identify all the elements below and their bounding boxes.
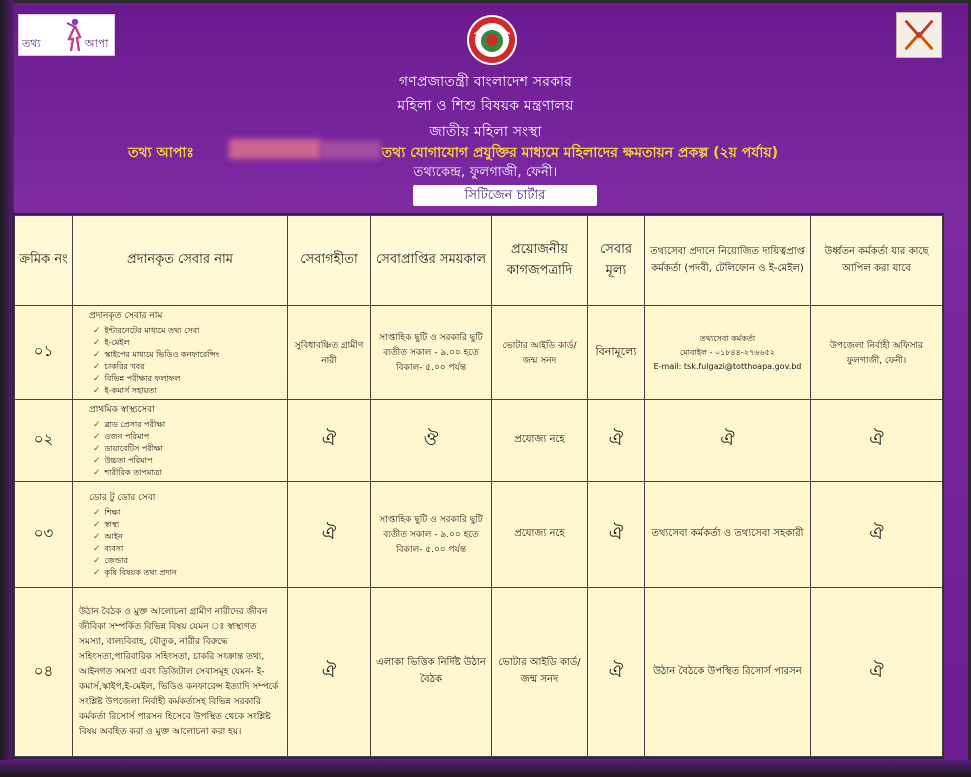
check-icon: ✓ [93,374,101,384]
check-icon: ✓ [93,468,101,478]
check-icon: ✓ [93,420,101,430]
row-officer: ঐ [645,400,811,482]
project-name: তথ্য যোগাযোগ প্রযুক্তির মাধ্যমে মহিলাদের ক্ষমতায়ন প্রকল্প (২য় পর্যায়) [381,145,779,161]
table-row [15,400,943,482]
service-item: ✓ স্বাস্থ্য [93,520,120,530]
row-appeal: ঐ [811,400,943,482]
row-recipient: ঐ [288,482,371,588]
row-duration: সাপ্তাহিক ছুটি ও সরকারি ছুটি ব্যতীত সকাল - ৯.০০ হতে বিকাল- ৫.০০ পর্যন্ত [371,306,492,400]
check-icon: ✓ [93,386,101,396]
table-row [15,588,943,757]
row-service [73,306,288,400]
check-icon: ✓ [93,568,101,578]
check-icon: ✓ [93,556,101,566]
service-item: ✓ ব্যবসা [93,544,124,554]
row-serial: ০২ [15,400,73,482]
table-row [15,306,943,400]
service-item: ✓ কৃষি বিষয়ক তথ্য প্রদান [93,568,177,578]
row-duration: ঔ [371,400,492,482]
check-icon: ✓ [93,444,101,454]
service-item: ✓ স্কাইপের মাধ্যমে ভিডিও কনফারেন্সিং [93,350,220,360]
check-icon: ✓ [93,338,101,348]
service-item: ✓ ব্লাড প্রেসার পরীক্ষা [93,420,166,430]
service-item: ✓ ই-মেইল [93,338,130,348]
col-header-recipient: সেবাগহীতা [288,216,371,306]
service-item: ✓ বিভিন্ন পরীক্ষার ফলাফল [93,374,181,384]
government-seal-icon [466,14,518,66]
check-icon: ✓ [93,350,101,360]
row-officer: উঠান বৈঠকে উপস্থিত রিসোর্স পারসন [645,588,811,757]
service-title: প্রাথমিক স্বাস্থ্যসেবা [89,405,155,415]
check-icon: ✓ [93,456,101,466]
row-fee: ঐ [588,482,645,588]
row-service [73,482,288,588]
check-icon: ✓ [93,508,101,518]
row-serial: ০৪ [15,588,73,757]
service-item: ✓ উচ্চতা পরিমাপ [93,456,153,466]
row-fee: ঐ [588,588,645,757]
row-documents: ভোটার আইডি কার্ড/জন্ম সনদ [492,588,588,757]
logo-text-right: আপা [85,37,109,50]
row-serial: ০১ [15,306,73,400]
row-documents: প্রযোজ্য নহে [492,400,588,482]
col-header-serial: ক্রমিক নং [15,216,73,306]
row-duration: সাপ্তাহিক ছুটি ও সরকারি ছুটি ব্যতীত সকাল - ৯.০০ হতে বিকাল- ৫.০০ পর্যন্ত [371,482,492,588]
row-documents: ভোটার আইডি কার্ড/জন্ম সনদ [492,306,588,400]
service-title: প্রদানকৃত সেবার নাম [89,311,163,321]
check-icon: ✓ [93,326,101,336]
ministry-title: মহিলা ও শিশু বিষয়ক মন্ত্রণালয় [397,98,574,114]
check-icon: ✓ [93,432,101,442]
service-item: ✓ জেন্ডার [93,556,129,566]
col-header-documents: প্রয়োজনীয় কাগজপত্রাদি [492,216,588,306]
service-item: ✓ ইন্টারনেটের মাধ্যমে তথ্য সেবা [93,326,200,336]
service-item: ✓ ডায়াবেটিস পরীক্ষা [93,444,163,454]
row-officer: তথ্যসেবা কর্মকর্তা ও তথ্যসেবা সহকারী [645,482,811,588]
service-item: ✓ শারীরিক তাপমাত্রা [93,468,162,478]
row-recipient: সুবিধাবঞ্চিত গ্রামীণ নারী [288,306,371,400]
service-item: ✓ ওজন পরিমাপ [93,432,150,442]
row-duration: এলাকা ভিত্তিক নির্দিষ্ট উঠান বৈঠক [371,588,492,757]
project-prefix: তথ্য আপাঃ [128,145,194,161]
row-officer [645,306,811,400]
row-service-paragraph: উঠান বৈঠক ও মুক্ত আলোচনা গ্রামীণ নারীদের জীবন জীবিকা সম্পর্কিত বিভিন্ন বিষয় যেমন ঃ স্বাস্থ্যগত সমস্যা, বাল্যবিবাহ, যৌতুক, নারীর বিরুদ্ধে সহিংসতা,পারিবারিক সহিংসতা, চাকরি সংক্রান্ত তথ্য, আইনগত সমস্যা এবং ডিজিটাল সেবাসমূহ যেমন- ই-কমার্স,স্কাইপ,ই-মেইল, ভিডিও কনফারেন্স ইত্যাদি সম্পর্কে সংশ্লিষ্ট উপজেলা নির্বাহী কর্মকর্তাসহ বিভিন্ন সরকারি কর্মকর্তা রিসোর্স পারসন হিসেবে উপস্থিত থেকে সংশ্লিষ্ট বিষয় অবহিত করা ও মুক্ত আলোচনা করা হয়। [73,588,288,757]
row-appeal: ঐ [811,588,943,757]
center-location: তথ্যকেন্দ্র, ফুলগাজী, ফেনী। [413,165,558,180]
organization-title: জাতীয় মহিলা সংস্থা [429,124,542,140]
officer-email: E-mail: tsk.fulgazi@totthoapa.gov.bd [653,361,802,371]
col-header-appeal: উর্ধ্বতন কর্মকর্তা যার কাছে আপিল করা যাবে [811,216,943,306]
row-serial: ০৩ [15,482,73,588]
check-icon: ✓ [93,362,101,372]
citizen-charter-badge: সিটিজেন চার্টার [413,185,597,206]
service-item: ✓ শিক্ষা [93,508,121,518]
service-title: ডোর টু ডোর সেবা [89,493,156,503]
row-recipient: ঐ [288,400,371,482]
table-row [15,482,943,588]
col-header-service: প্রদানকৃত সেবার নাম [73,216,288,306]
totthoapa-logo [18,14,115,56]
redacted-area-2 [321,141,381,159]
redacted-area [229,139,321,159]
col-header-duration: সেবাপ্রাপ্তির সময়কাল [371,216,492,306]
row-appeal: উপজেলা নির্বাহী অফিসার ফুলগাজী, ফেনী। [811,306,943,400]
row-service [73,400,288,482]
check-icon: ✓ [93,544,101,554]
service-list [77,507,283,579]
ministry-logo-icon [896,12,942,58]
check-icon: ✓ [93,532,101,542]
government-title: গণপ্রজাতন্ত্রী বাংলাদেশ সরকার [398,74,573,90]
logo-text-left: তথ্য [22,37,41,50]
service-item: ✓ চাকরির খবর [93,362,145,372]
col-header-officer: তথ্যসেবা প্রদানে নিয়োজিত দায়িত্বপ্রাপ্ত কর্মকর্তা (পদবী, টেলিফোন ও ই-মেইল) [645,216,811,306]
service-item: ✓ ই-কমার্স সহায়তা [93,386,157,396]
edge-shadow-bottom [0,760,971,777]
citizen-charter-table [14,215,943,757]
service-item: ✓ আইন [93,532,123,542]
row-fee: ঐ [588,400,645,482]
officer-title: তথ্যসেবা কর্মকর্তা [699,333,756,343]
row-documents: প্রযোজ্য নহে [492,482,588,588]
service-list [77,419,283,479]
charter-table-container [12,213,944,759]
service-list [77,325,283,397]
woman-figure-icon [63,17,85,53]
check-icon: ✓ [93,520,101,530]
row-recipient: ঐ [288,588,371,757]
col-header-fee: সেবার মূল্য [588,216,645,306]
row-appeal: ঐ [811,482,943,588]
table-header-row [15,216,943,306]
officer-mobile: মোবাইল - ০১৮৪৪-২৭৬৬৫২ [680,347,775,357]
row-fee: বিনামূল্যে [588,306,645,400]
